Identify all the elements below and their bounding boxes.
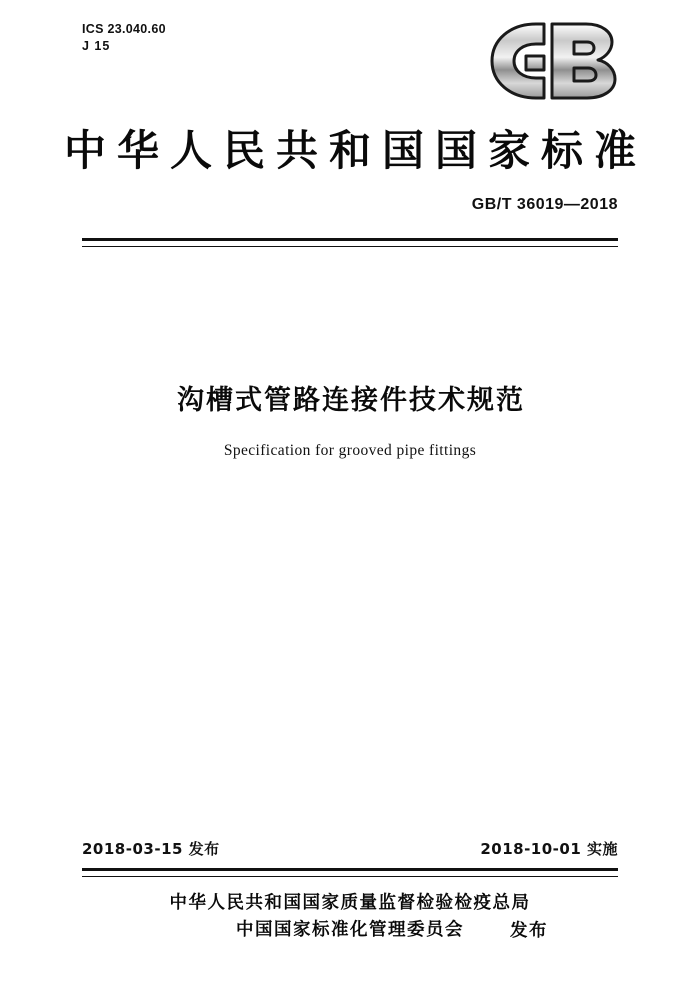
footer-rule-thick (82, 868, 618, 871)
ics-code: ICS 23.040.60 (82, 22, 166, 36)
footer-rule-thin (82, 876, 618, 877)
classification-code: J 15 (82, 38, 111, 53)
standard-number: GB/T 36019—2018 (471, 196, 618, 213)
publisher-line-2-wrap (236, 917, 548, 944)
effective-date: 2018-10-01 实施 (480, 840, 618, 858)
issue-date: 2018-03-15 发布 (82, 840, 220, 858)
publisher-line-2: 中国国家标准化管理委员会 (236, 920, 464, 941)
header-rule-thin (82, 246, 618, 247)
publisher-issue-label: 发布 (510, 921, 548, 942)
publisher-line-1: 中华人民共和国国家质量监督检验检疫总局 (169, 893, 531, 913)
document-title-english: Specification for grooved pipe fittings (223, 442, 477, 459)
ics-block (82, 22, 166, 54)
document-title-chinese: 沟槽式管路连接件技术规范 (177, 385, 525, 416)
gb-logo-icon (486, 18, 622, 104)
date-row (82, 838, 618, 860)
national-standard-title: 中华人民共和国国家标准 (63, 126, 647, 175)
header-rule-thick (82, 238, 618, 241)
publisher-block (0, 890, 700, 944)
